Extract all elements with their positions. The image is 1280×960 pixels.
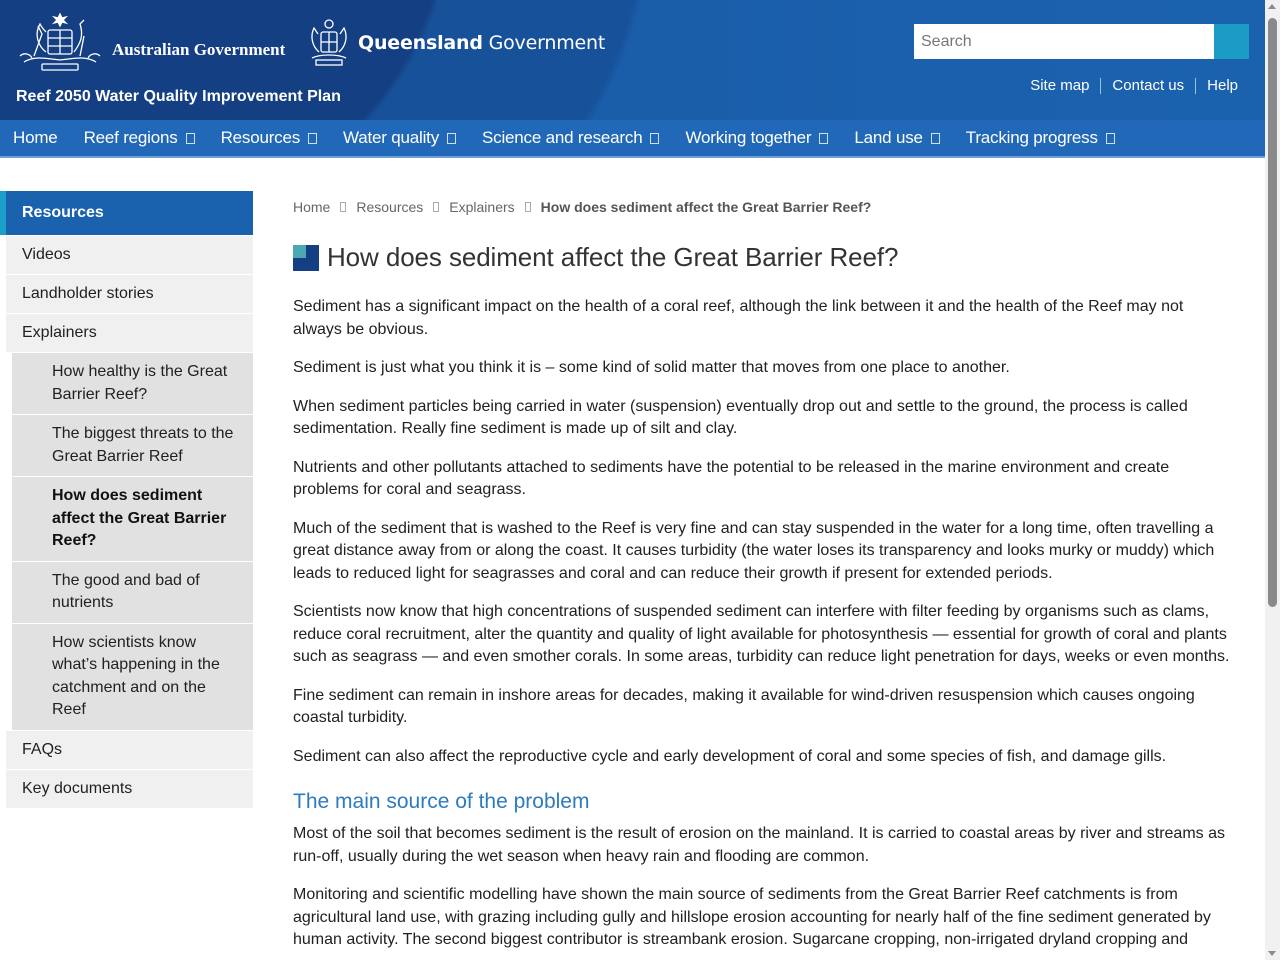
breadcrumb-separator-icon — [340, 202, 346, 212]
section-sidebar — [6, 191, 253, 808]
paragraph: Sediment has a significant impact on the health of a coral reef, although the link between it and the health of the Reef may not always be obvious. — [293, 298, 1184, 338]
nav-working-together[interactable] — [672, 128, 841, 148]
nav-water-quality[interactable] — [330, 128, 469, 148]
page-title: How does sediment affect the Great Barrier Reef? — [327, 242, 899, 272]
paragraph: Scientists now know that high concentrations of suspended sediment can interfere with filter feeding by organisms such as clams, reduce coral recruitment, alter the quantity and quality of light available for photosynthesis — essential for growth of coral and plants such as seagrass — and even smother corals. In some areas, turbidity can reduce light penetration for days, weeks or even months. — [293, 603, 1230, 665]
breadcrumb-home[interactable]: Home — [293, 199, 331, 215]
search-input[interactable] — [914, 24, 1214, 59]
divider — [1195, 78, 1196, 94]
dropdown-icon — [1106, 133, 1115, 144]
nav-home[interactable] — [0, 128, 71, 148]
sidebar-item-explainers[interactable]: Explainers — [6, 313, 253, 352]
sidebar-subitem-how-scientists-know[interactable]: How scientists know what’s happening in the catchment and on the Reef — [12, 623, 253, 730]
nav-reef-regions[interactable] — [71, 128, 208, 148]
paragraph: Fine sediment can remain in inshore areas for decades, making it available for wind-driven resuspension which causes ongoing coastal turbidity. — [293, 686, 1195, 726]
breadcrumb-separator-icon — [525, 202, 531, 212]
nav-label: Land use — [854, 128, 923, 147]
commonwealth-coat-of-arms-icon — [14, 12, 106, 76]
nav-label: Working together — [685, 128, 812, 147]
site-header — [0, 0, 1265, 120]
dropdown-icon — [819, 133, 828, 144]
sidebar-item-landholder-stories[interactable]: Landholder stories — [6, 274, 253, 313]
nav-label: Resources — [220, 128, 301, 147]
nav-resources[interactable] — [208, 128, 330, 148]
sidebar-item-faqs[interactable]: FAQs — [6, 730, 253, 769]
dropdown-icon — [650, 133, 659, 144]
section-heading: The main source of the problem — [293, 790, 590, 813]
queensland-coat-of-arms-icon — [304, 18, 354, 68]
breadcrumb-separator-icon — [433, 202, 439, 212]
scroll-up-arrow-icon[interactable] — [1268, 4, 1276, 9]
main-navigation — [0, 120, 1265, 158]
site-title[interactable]: Reef 2050 Water Quality Improvement Plan — [16, 88, 341, 105]
title-square-icon — [293, 245, 319, 271]
sidebar-heading-resources[interactable]: Resources — [0, 191, 253, 235]
sidebar-subitem-sediment-active[interactable]: How does sediment affect the Great Barrier Reef? — [12, 476, 253, 561]
nav-science-and-research[interactable] — [469, 128, 672, 148]
sidebar-subitem-how-healthy[interactable]: How healthy is the Great Barrier Reef? — [12, 352, 253, 414]
sidebar-subitem-nutrients[interactable]: The good and bad of nutrients — [12, 561, 253, 623]
page-title-row — [293, 242, 1233, 273]
paragraph: Sediment can also affect the reproductive cycle and early development of coral and some species of fish, and damage gills. — [293, 747, 1167, 765]
australian-government-name: Australian Government — [112, 40, 286, 59]
queensland-name-bold: Queensland — [358, 32, 483, 54]
help-link[interactable]: Help — [1207, 77, 1238, 94]
australian-government-logo[interactable] — [14, 12, 285, 76]
breadcrumb-current: How does sediment affect the Great Barrier Reef? — [540, 199, 872, 215]
breadcrumb — [293, 199, 1233, 215]
paragraph: When sediment particles being carried in water (suspension) eventually drop out and settle to the ground, the process is called sedimentation. Really fine sediment is made up of silt and clay. — [293, 397, 1188, 437]
search-form — [914, 24, 1249, 59]
breadcrumb-explainers[interactable]: Explainers — [449, 199, 515, 215]
paragraph: Nutrients and other pollutants attached to sediments have the potential to be released in the marine environment and create problems for coral and seagrass. — [293, 458, 1170, 498]
paragraph: Most of the soil that becomes sediment is the result of erosion on the mainland. It is carried to coastal areas by river and streams as run-off, usually during the wet season when heavy rain and flooding are common. — [293, 825, 1225, 865]
paragraph: Monitoring and scientific modelling have shown the main source of sediments from the Great Barrier Reef catchments is from agricultural land use, with grazing including gully and hillslope erosion accounting for nearly half of the fine sediment generated by human activity. The second biggest contributor is streambank erosion. Sugarcane cropping, non-irrigated dryland cropping and — [293, 886, 1211, 948]
nav-label: Science and research — [482, 128, 643, 147]
nav-label: Reef regions — [83, 128, 178, 147]
dropdown-icon — [447, 133, 456, 144]
breadcrumb-resources[interactable]: Resources — [356, 199, 424, 215]
government-name-light: Government — [482, 32, 606, 54]
sidebar-item-key-documents[interactable]: Key documents — [6, 769, 253, 808]
main-content — [293, 199, 1233, 960]
nav-tracking-progress[interactable] — [953, 128, 1128, 148]
queensland-government-name — [358, 32, 605, 54]
scrollbar-thumb[interactable] — [1268, 18, 1277, 607]
divider — [1100, 78, 1101, 94]
utility-links — [1030, 77, 1238, 94]
paragraph: Much of the sediment that is washed to the Reef is very fine and can stay suspended in the water for a long time, often travelling a great distance away from or along the coast. It causes turbidity (the water loses its transparency and looks murky or muddy) which leads to reduced light for seagrasses and coral and can reduce their growth if present for extended periods. — [293, 519, 1215, 582]
nav-label: Home — [13, 128, 58, 147]
dropdown-icon — [308, 133, 317, 144]
site-map-link[interactable]: Site map — [1030, 77, 1090, 94]
scroll-down-arrow-icon[interactable] — [1268, 951, 1276, 956]
search-button[interactable] — [1214, 24, 1249, 59]
nav-label: Tracking progress — [965, 128, 1098, 147]
contact-us-link[interactable]: Contact us — [1112, 77, 1185, 94]
queensland-government-logo[interactable] — [304, 18, 605, 68]
sidebar-item-videos[interactable]: Videos — [6, 235, 253, 274]
article-body — [293, 296, 1233, 952]
dropdown-icon — [931, 133, 940, 144]
sidebar-subitem-biggest-threats[interactable]: The biggest threats to the Great Barrier Reef — [12, 414, 253, 476]
dropdown-icon — [186, 133, 195, 144]
nav-land-use[interactable] — [841, 128, 952, 148]
page-scrollbar[interactable] — [1265, 0, 1280, 960]
paragraph: Sediment is just what you think it is – some kind of solid matter that moves from one place to another. — [293, 359, 1010, 376]
nav-label: Water quality — [343, 128, 440, 147]
